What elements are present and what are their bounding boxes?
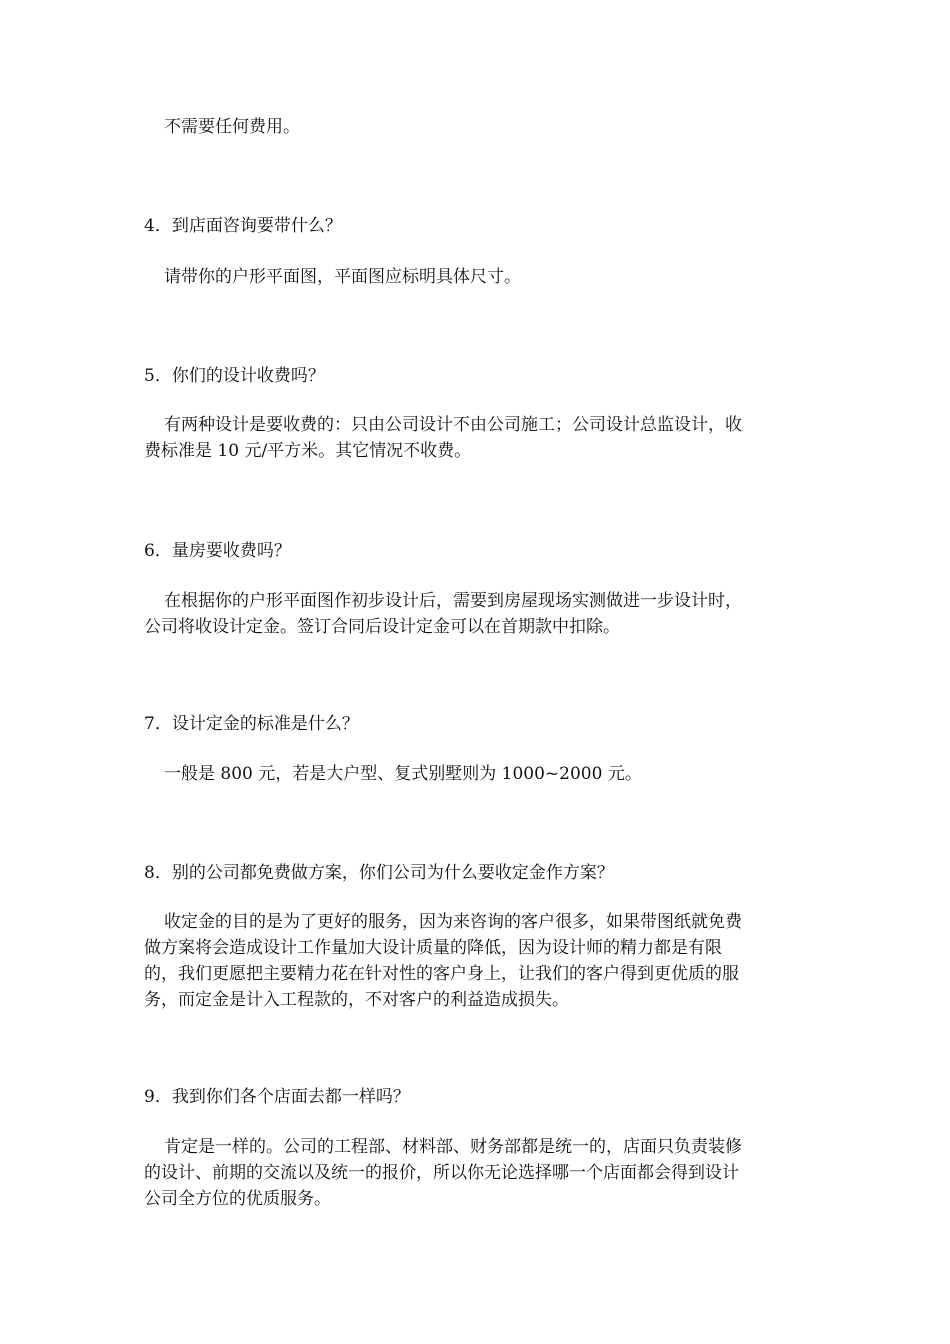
question-8: 8．别的公司都免费做方案，你们公司为什么要收定金作方案？ <box>144 863 614 883</box>
answer-9-line-1: 肯定是一样的。公司的工程部、材料部、财务部都是统一的，店面只负责装修 <box>164 1137 742 1157</box>
answer-8-line-3: 的，我们更愿把主要精力花在针对性的客户身上，让我们的客户得到更优质的服 <box>144 964 739 984</box>
answer-6-line-2: 公司将收设计定金。签订合同后设计定金可以在首期款中扣除。 <box>144 617 620 637</box>
answer-4-line-1: 请带你的户形平面图，平面图应标明具体尺寸。 <box>164 267 521 287</box>
answer-8-line-2: 做方案将会造成设计工作量加大设计质量的降低，因为设计师的精力都是有限 <box>144 938 722 958</box>
question-9: 9．我到你们各个店面去都一样吗？ <box>144 1087 410 1107</box>
answer-5-line-1: 有两种设计是要收费的：只由公司设计不由公司施工；公司设计总监设计，收 <box>164 415 742 435</box>
question-6: 6．量房要收费吗？ <box>144 541 291 561</box>
answer-9-line-3: 公司全方位的优质服务。 <box>144 1189 331 1209</box>
answer-6-line-1: 在根据你的户形平面图作初步设计后，需要到房屋现场实测做进一步设计时， <box>164 591 742 611</box>
intro-answer: 不需要任何费用。 <box>164 117 300 137</box>
answer-5-line-2: 费标准是 10 元/平方米。其它情况不收费。 <box>144 441 472 461</box>
answer-8-line-1: 收定金的目的是为了更好的服务，因为来咨询的客户很多，如果带图纸就免费 <box>164 912 742 932</box>
answer-9-line-2: 的设计、前期的交流以及统一的报价，所以你无论选择哪一个店面都会得到设计 <box>144 1163 739 1183</box>
answer-7-line-1: 一般是 800 元，若是大户型、复式别墅则为 1000~2000 元。 <box>164 764 642 784</box>
question-5: 5．你们的设计收费吗？ <box>144 366 325 386</box>
answer-8-line-4: 务，而定金是计入工程款的，不对客户的利益造成损失。 <box>144 990 569 1010</box>
question-7: 7．设计定金的标准是什么？ <box>144 714 359 734</box>
question-4: 4．到店面咨询要带什么？ <box>144 216 342 236</box>
